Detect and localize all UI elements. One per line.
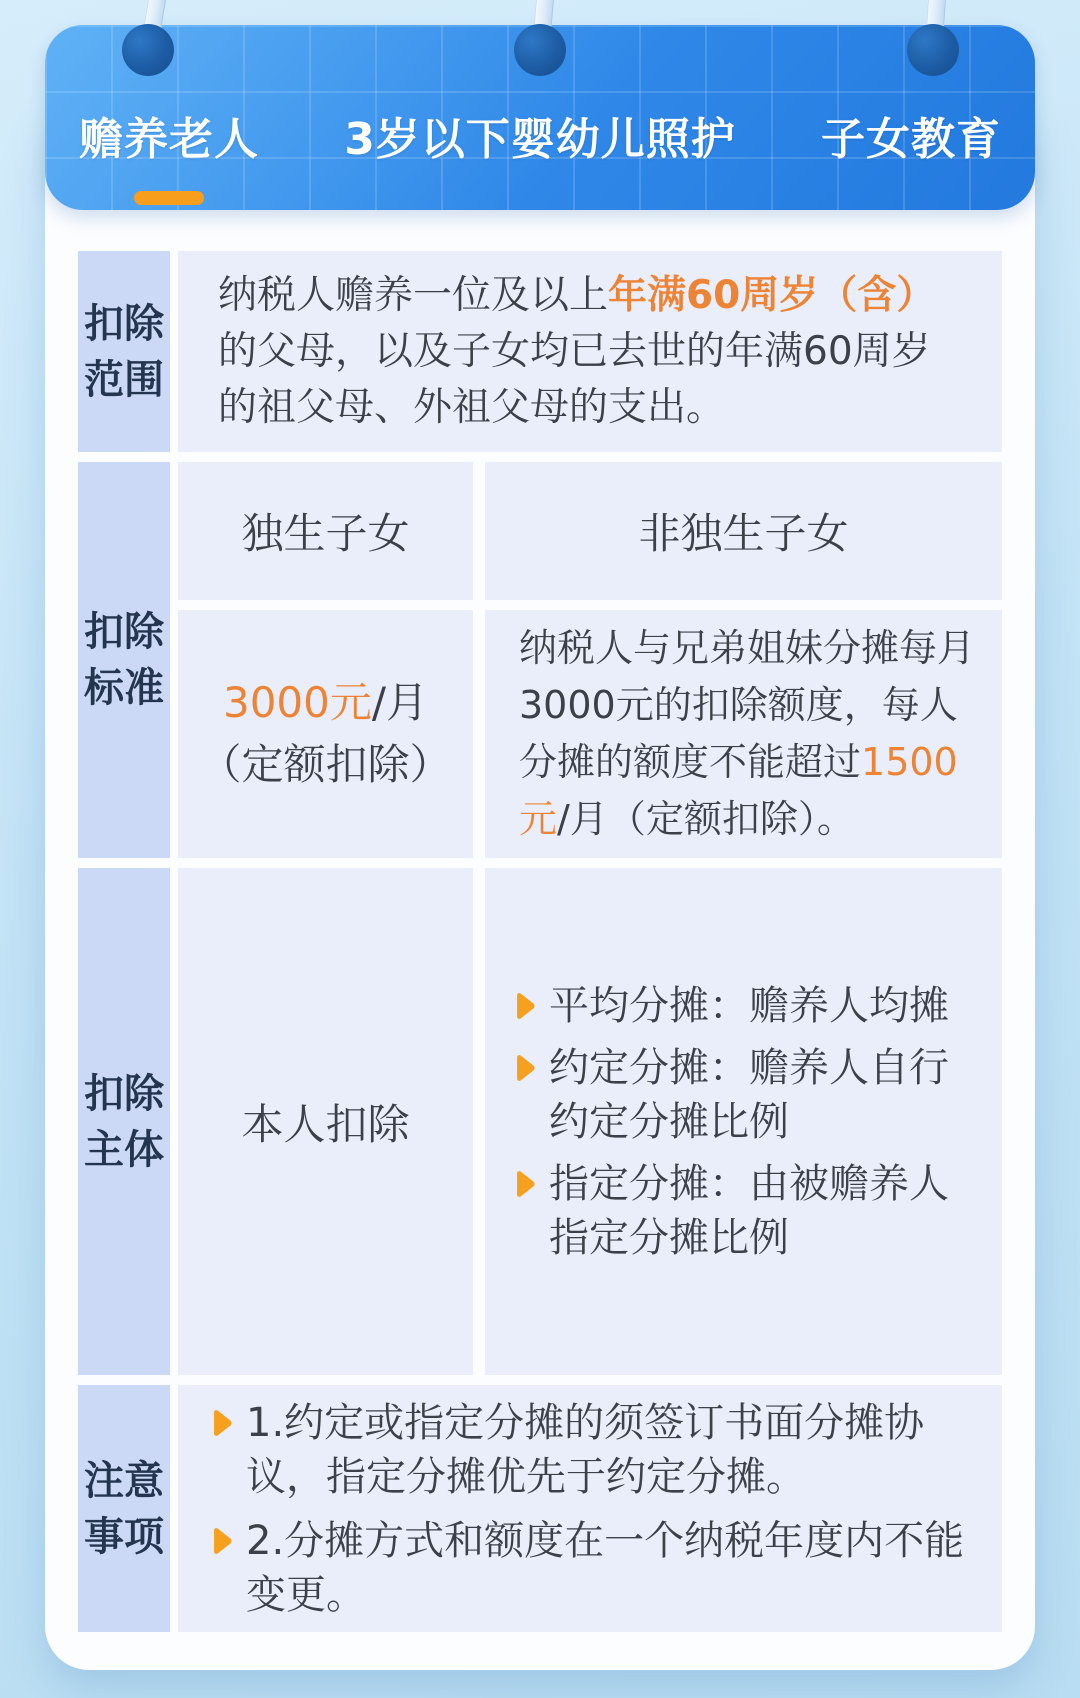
arrow-bullet-icon [208, 1408, 234, 1438]
subject-only-child: 本人扣除 [178, 868, 473, 1375]
share-method-average: 平均分摊：赡养人均摊 [549, 982, 949, 1029]
arrow-bullet-icon [511, 1169, 537, 1199]
list-item [511, 1157, 980, 1265]
only-child-note: （定额扣除） [199, 740, 452, 789]
tab-infant-care[interactable] [344, 103, 736, 205]
row-label-deduction-standard: 扣除标准 [78, 462, 170, 858]
arrow-bullet-icon [208, 1526, 234, 1556]
share-method-agreed: 约定分摊：赡养人自行约定分摊比例 [549, 1044, 949, 1145]
hanger-ring-icon [907, 24, 959, 76]
non-only-child-text-pre: 纳税人与兄弟姐妹分摊每月3000元的扣除额度，每人分摊的额度不能超过 [519, 626, 976, 784]
hanger-ring-icon [514, 24, 566, 76]
notes-content [178, 1385, 1002, 1632]
hanger-ring-icon [122, 24, 174, 76]
list-item [208, 1396, 976, 1504]
column-header-non-only-child: 非独生子女 [485, 462, 1002, 600]
only-child-standard [178, 610, 473, 858]
column-header-only-child: 独生子女 [178, 462, 473, 600]
only-child-amount: 3000元 [222, 678, 372, 727]
tab-underline [876, 191, 946, 205]
deduction-scope-text [178, 251, 1002, 452]
list-item [208, 1514, 976, 1622]
table-row-deduction-scope [78, 251, 1002, 452]
non-only-child-text-post: /月（定额扣除）。 [557, 797, 855, 841]
content-card [45, 100, 1035, 1670]
tab-support-elderly[interactable] [79, 103, 259, 205]
row-label-notes: 注意事项 [78, 1385, 170, 1632]
table-row-deduction-subject [78, 868, 1002, 1375]
deduction-table [78, 251, 1002, 1632]
scope-text-pre: 纳税人赡养一位及以上 [218, 272, 609, 318]
tab-label: 子女教育 [821, 114, 1001, 165]
note-item-1: 1.约定或指定分摊的须签订书面分摊协议，指定分摊优先于约定分摊。 [246, 1399, 925, 1500]
tab-children-education[interactable] [821, 103, 1001, 205]
tab-label: 赡养老人 [79, 114, 259, 165]
non-only-child-text-highlight: 1500元 [519, 740, 958, 841]
list-item [511, 1041, 980, 1149]
share-method-designated: 指定分摊：由被赡养人指定分摊比例 [549, 1160, 949, 1261]
arrow-bullet-icon [511, 991, 537, 1021]
scope-text-post: 的父母，以及子女均已去世的年满60周岁的祖父母、外祖父母的支出。 [218, 328, 931, 430]
row-label-deduction-scope: 扣除范围 [78, 251, 170, 452]
table-row-deduction-standard [78, 462, 1002, 858]
arrow-bullet-icon [511, 1053, 537, 1083]
tab-underline [505, 191, 575, 205]
list-item [511, 979, 980, 1033]
table-row-notes [78, 1385, 1002, 1632]
non-only-child-standard [485, 610, 1002, 858]
subject-share-methods [485, 868, 1002, 1375]
note-item-2: 2.分摊方式和额度在一个纳税年度内不能变更。 [246, 1517, 965, 1618]
active-tab-underline [134, 191, 204, 205]
only-child-unit: /月 [371, 678, 429, 727]
tab-label: 3岁以下婴幼儿照护 [344, 114, 736, 165]
scope-text-highlight: 年满60周岁（含） [608, 272, 936, 318]
row-label-deduction-subject: 扣除主体 [78, 868, 170, 1375]
